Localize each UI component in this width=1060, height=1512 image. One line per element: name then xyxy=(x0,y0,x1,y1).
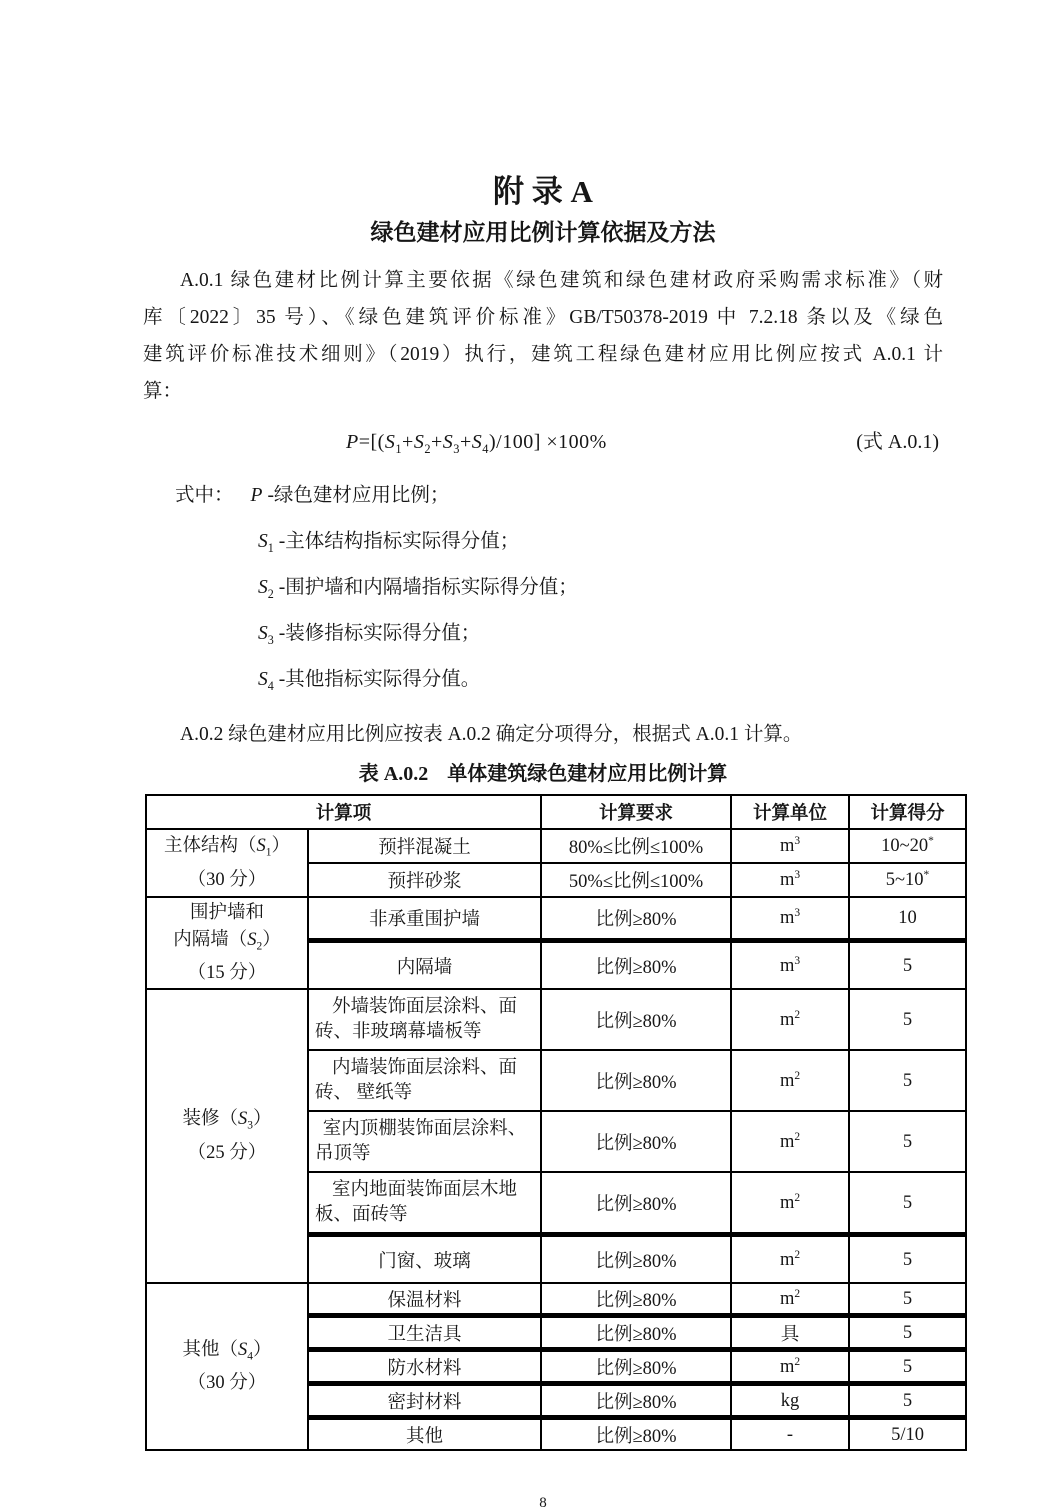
page-number: 8 xyxy=(539,1495,547,1512)
unit-cell: $m^3$ xyxy=(731,863,849,897)
where-row xyxy=(143,522,943,568)
unit-cell: $m^3$ xyxy=(731,829,849,863)
requirement-cell: 比例≥80% xyxy=(541,1050,731,1111)
formula-var-s: S xyxy=(413,431,425,453)
table-row xyxy=(146,989,966,1050)
score-cell: 5 xyxy=(849,1111,966,1172)
requirement-cell: 50%≤比例≤100% xyxy=(541,863,731,897)
score-cell: 5 xyxy=(849,1172,966,1235)
table-title-number: 表 A.0.2 xyxy=(358,763,429,786)
def-sub: 2 xyxy=(267,586,274,601)
def-symbol: P xyxy=(250,485,263,506)
score-cell: 10 xyxy=(849,897,966,941)
requirement-cell: 比例≥80% xyxy=(541,1235,731,1284)
where-row xyxy=(143,568,943,614)
item-cell: 室内地面装饰面层木地板、面砖等 xyxy=(308,1172,541,1235)
table-title-text: 单体建筑绿色建材应用比例计算 xyxy=(447,763,728,786)
score-cell: 5 xyxy=(849,989,966,1050)
group-s4-line1: 其他$(S_4)$ xyxy=(182,1339,272,1363)
paragraph-a01-line: 算： xyxy=(143,381,183,402)
def-desc: -绿色建材应用比例； xyxy=(267,485,450,506)
formula-a01-row xyxy=(143,427,943,464)
where-row xyxy=(143,476,943,522)
formula-sub: 3 xyxy=(453,442,460,456)
item-cell: 预拌砂浆 xyxy=(308,863,541,897)
item-cell: 外墙装饰面层涂料、面砖、非玻璃幕墙板等 xyxy=(308,989,541,1050)
group-s1-line1: 主体结构$(S_1)$ xyxy=(163,836,290,859)
table-title xyxy=(143,761,943,787)
item-cell: 保温材料 xyxy=(308,1283,541,1316)
group-s2-line2: 内隔墙$(S_2)$ xyxy=(173,929,281,953)
unit-cell: $m^2$ xyxy=(731,1050,849,1111)
formula-sub: 4 xyxy=(482,442,489,456)
unit-cell: $m^2$ xyxy=(731,1350,849,1384)
requirement-cell: 比例≥80% xyxy=(541,1350,731,1384)
header-cell-item: 计算项 xyxy=(146,795,541,829)
score-cell: 5 xyxy=(849,941,966,990)
unit-cell: kg xyxy=(731,1384,849,1418)
item-cell: 门窗、玻璃 xyxy=(308,1235,541,1284)
group-cell-s2 xyxy=(146,897,308,989)
formula-var-s: S xyxy=(384,431,396,453)
item-cell: 其他 xyxy=(308,1418,541,1451)
unit-cell: $m^2$ xyxy=(731,1172,849,1235)
item-cell: 卫生洁具 xyxy=(308,1316,541,1350)
item-cell: 防水材料 xyxy=(308,1350,541,1384)
def-sub: 4 xyxy=(267,678,274,693)
score-cell: 5 xyxy=(849,1235,966,1284)
def-symbol: S xyxy=(258,668,268,690)
def-symbol: S xyxy=(258,530,268,552)
def-desc: -围护墙和内隔墙指标实际得分值； xyxy=(278,576,578,598)
score-cell: 5 xyxy=(849,1050,966,1111)
where-row xyxy=(143,614,943,660)
paragraph-a01-line: 建筑评价标准技术细则》（2019）执行，建筑工程绿色建材应用比例应按式 A.0.1 计 xyxy=(143,344,943,365)
score-cell: 5 xyxy=(849,1350,966,1384)
def-symbol: S xyxy=(258,576,268,598)
item-cell: 密封材料 xyxy=(308,1384,541,1418)
paragraph-a01-line: A.0.1 绿色建材比例计算主要依据《绿色建筑和绿色建材政府采购需求标准》（财 xyxy=(180,270,943,291)
score-cell: 10~20* xyxy=(849,829,966,863)
paragraph-a01 xyxy=(143,262,943,410)
group-s1-line2: （30 分） xyxy=(187,869,267,890)
requirement-cell: 比例≥80% xyxy=(541,897,731,941)
paragraph-a02: A.0.2 绿色建材应用比例应按表 A.0.2 确定分项得分，根据式 A.0.1 计算。 xyxy=(180,724,803,746)
requirement-cell: 比例≥80% xyxy=(541,1172,731,1235)
requirement-cell: 80%≤比例≤100% xyxy=(541,829,731,863)
where-row xyxy=(143,660,943,706)
header-cell-requirement: 计算要求 xyxy=(541,795,731,829)
item-cell: 预拌混凝土 xyxy=(308,829,541,863)
table-row xyxy=(146,1283,966,1316)
group-cell-s1 xyxy=(146,829,308,897)
requirement-cell: 比例≥80% xyxy=(541,941,731,990)
unit-cell: $m^3$ xyxy=(731,941,849,990)
def-symbol: S xyxy=(258,622,268,644)
unit-cell: $m^2$ xyxy=(731,1235,849,1284)
score-cell: 5/10 xyxy=(849,1418,966,1451)
unit-cell: $m^2$ xyxy=(731,1111,849,1172)
formula-a01 xyxy=(346,427,607,464)
unit-cell: $m^3$ xyxy=(731,897,849,941)
formula-sub: 1 xyxy=(395,442,403,456)
table-row xyxy=(146,829,966,863)
where-label: 式中： xyxy=(175,485,234,506)
item-cell: 室内顶棚装饰面层涂料、吊顶等 xyxy=(308,1111,541,1172)
item-cell: 内墙装饰面层涂料、面砖、 壁纸等 xyxy=(308,1050,541,1111)
score-cell: 5 xyxy=(849,1283,966,1316)
item-cell: 内隔墙 xyxy=(308,941,541,990)
requirement-cell: 比例≥80% xyxy=(541,1283,731,1316)
score-cell: 5 xyxy=(849,1384,966,1418)
requirement-cell: 比例≥80% xyxy=(541,1418,731,1451)
formula-var-s: S xyxy=(471,431,483,453)
formula-sub: 2 xyxy=(424,442,432,456)
where-list xyxy=(143,476,943,705)
group-s3-line2: （25 分） xyxy=(187,1142,267,1163)
formula-plus: + xyxy=(460,431,472,453)
table-a02 xyxy=(145,794,967,1451)
group-s2-line1: 围护墙和 xyxy=(189,902,264,923)
formula-var-s: S xyxy=(442,431,454,453)
formula-plus: + xyxy=(431,431,443,453)
group-s4-line2: （30 分） xyxy=(187,1373,267,1394)
def-sub: 3 xyxy=(267,632,274,647)
requirement-cell: 比例≥80% xyxy=(541,989,731,1050)
requirement-cell: 比例≥80% xyxy=(541,1111,731,1172)
paragraph-a01-line: 库〔2022〕35 号）、《绿色建筑评价标准》GB/T50378-2019 中 7.2.18 条以及《绿色 xyxy=(143,307,943,328)
formula-label: (式 A.0.1) xyxy=(856,431,939,453)
def-sub: 1 xyxy=(267,540,274,555)
item-cell: 非承重围护墙 xyxy=(308,897,541,941)
appendix-title: 附 录 A xyxy=(493,174,593,209)
group-cell-s3 xyxy=(146,989,308,1283)
def-desc: -主体结构指标实际得分值； xyxy=(278,530,520,552)
score-cell: 5 xyxy=(849,1316,966,1350)
def-desc: -装修指标实际得分值； xyxy=(278,622,481,644)
group-s2-line3: （15 分） xyxy=(187,963,267,984)
appendix-subtitle: 绿色建材应用比例计算依据及方法 xyxy=(370,220,716,245)
unit-cell: $m^2$ xyxy=(731,989,849,1050)
header-cell-unit: 计算单位 xyxy=(731,795,849,829)
page-content xyxy=(143,0,943,1512)
score-cell: 5~10* xyxy=(849,863,966,897)
group-s3-line1: 装修$(S_3)$ xyxy=(182,1109,272,1132)
requirement-cell: 比例≥80% xyxy=(541,1384,731,1418)
formula-suffix: )/100] ×100% xyxy=(488,431,607,453)
formula-var-p: P xyxy=(346,431,359,453)
requirement-cell: 比例≥80% xyxy=(541,1316,731,1350)
formula-prefix: =[( xyxy=(358,431,385,453)
unit-cell: 具 xyxy=(731,1316,849,1350)
formula-plus: + xyxy=(402,431,414,453)
def-desc: -其他指标实际得分值。 xyxy=(278,668,481,690)
group-cell-s4 xyxy=(146,1283,308,1450)
header-cell-score: 计算得分 xyxy=(849,795,966,829)
unit-cell: $m^2$ xyxy=(731,1283,849,1316)
unit-cell: - xyxy=(731,1418,849,1451)
table-header-row xyxy=(146,795,966,829)
table-row xyxy=(146,897,966,941)
